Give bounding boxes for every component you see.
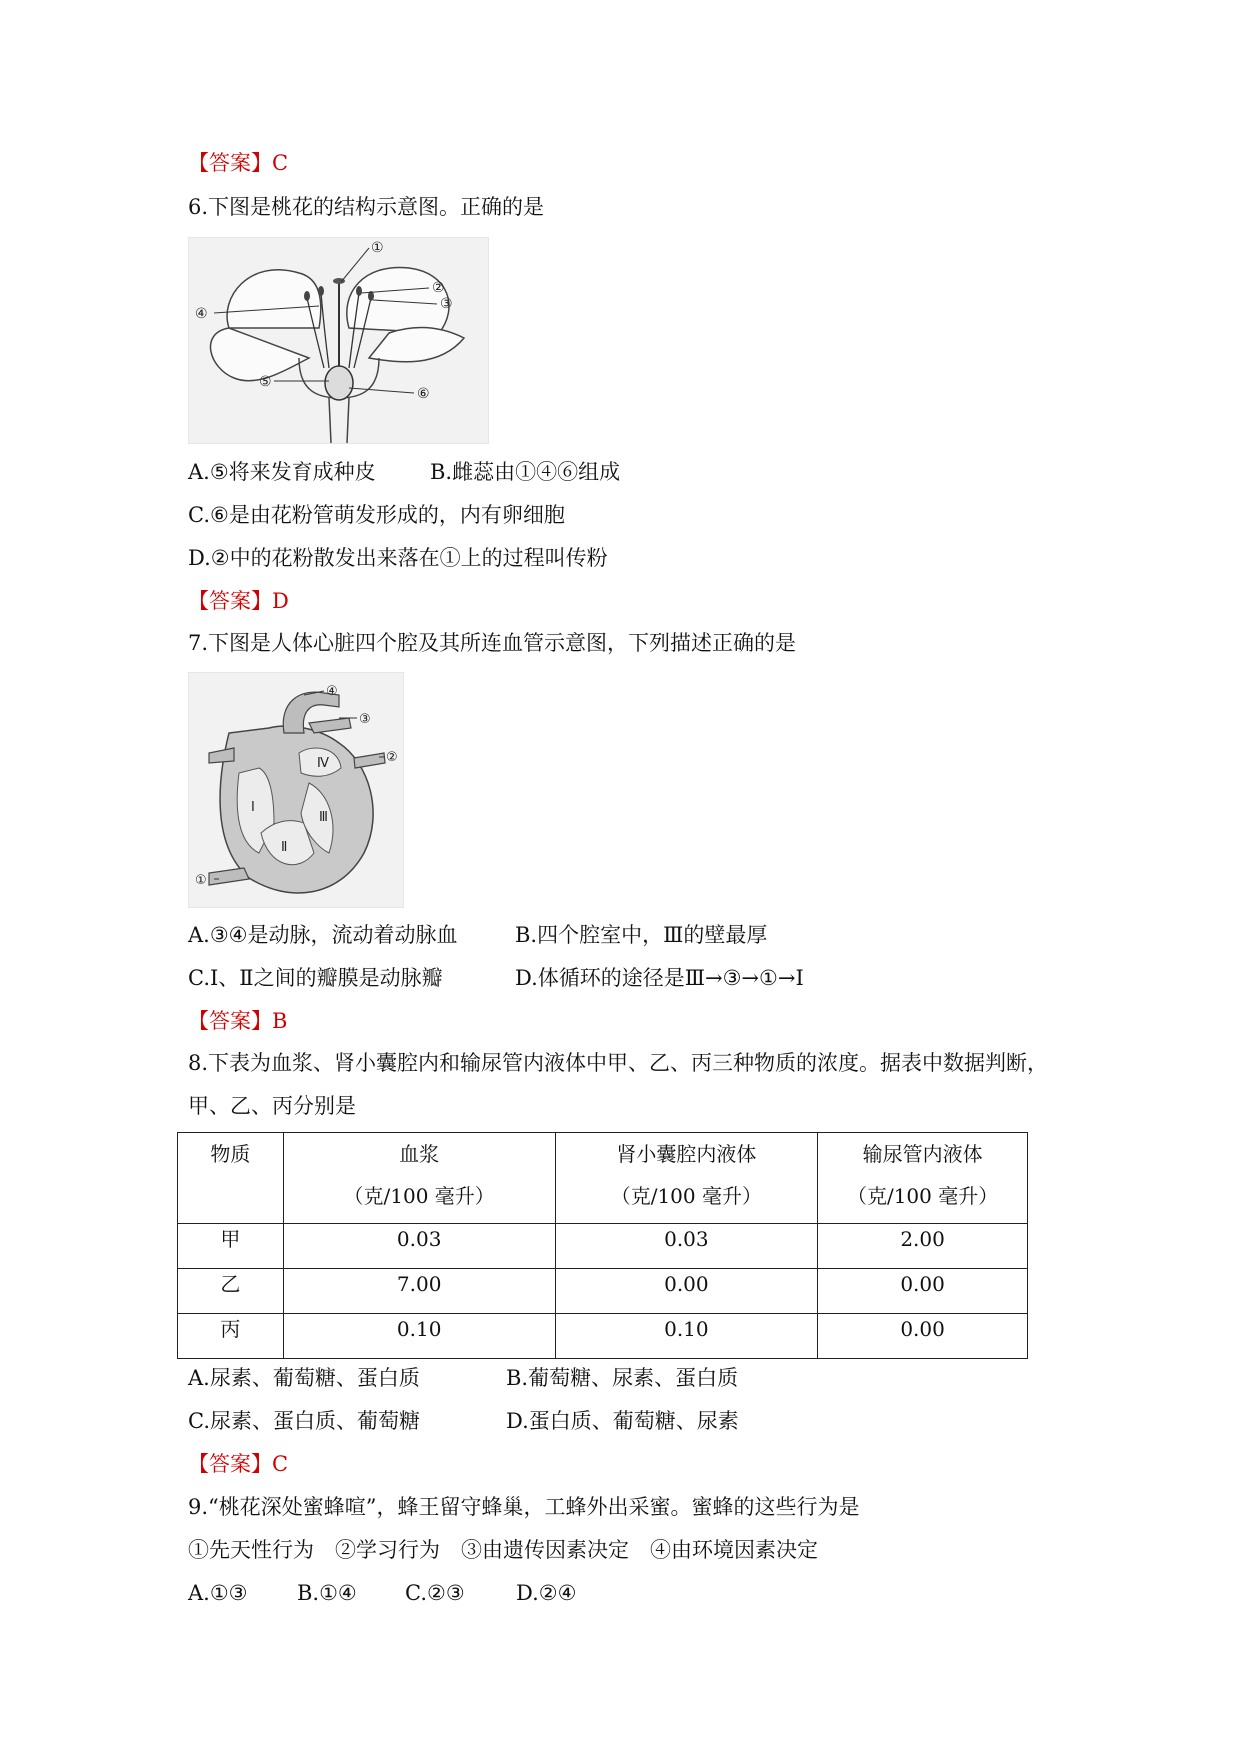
flower-label-4: ④	[195, 306, 208, 322]
peach-flower-diagram	[189, 238, 488, 443]
option-b[interactable]: B.雌蕊由①④⑥组成	[430, 460, 621, 484]
question-7-stem: 7.下图是人体心脏四个腔及其所连血管示意图，下列描述正确的是	[188, 631, 797, 655]
option-d[interactable]: D.蛋白质、葡萄糖、尿素	[506, 1409, 739, 1433]
chamber-label-iv: Ⅳ	[317, 756, 329, 771]
table-cell: 0.00	[555, 1269, 818, 1314]
table-cell: 乙	[178, 1269, 284, 1314]
option-a[interactable]: A.①③	[188, 1581, 248, 1605]
option-b[interactable]: B.四个腔室中，Ⅲ的壁最厚	[515, 923, 768, 947]
table-header-cell: 血浆 （克/100 毫升）	[283, 1133, 555, 1224]
answer-q5	[188, 153, 288, 174]
flower-label-3: ③	[440, 296, 453, 312]
answer-q6	[188, 591, 289, 612]
question-9-options	[188, 1583, 576, 1604]
heart-label-1: ①	[195, 873, 207, 888]
question-8-stem-line2: 甲、乙、丙分别是	[188, 1094, 356, 1118]
question-6-options-row1	[188, 462, 620, 483]
concentration-table	[177, 1132, 1028, 1359]
table-row	[178, 1269, 1028, 1314]
flower-label-2: ②	[432, 280, 445, 296]
answer-value: C	[272, 151, 289, 175]
table-cell: 0.00	[818, 1314, 1028, 1359]
question-6-stem: 6.下图是桃花的结构示意图。正确的是	[188, 195, 545, 219]
option-a[interactable]: A.⑤将来发育成种皮	[188, 460, 376, 484]
chamber-label-ii: Ⅱ	[281, 840, 288, 855]
table-row	[178, 1314, 1028, 1359]
answer-label: 【答案】	[188, 1452, 272, 1476]
question-7-options-row1	[188, 925, 767, 946]
option-b[interactable]: B.葡萄糖、尿素、蛋白质	[506, 1366, 739, 1390]
table-cell: 丙	[178, 1314, 284, 1359]
table-row	[178, 1224, 1028, 1269]
table-cell: 0.03	[555, 1224, 818, 1269]
table-cell: 0.10	[283, 1314, 555, 1359]
option-d[interactable]: D.体循环的途径是Ⅲ→③→①→Ⅰ	[515, 966, 804, 990]
heart-diagram	[189, 673, 403, 907]
table-header-cell: 输尿管内液体 （克/100 毫升）	[818, 1133, 1028, 1224]
question-7-options-row2	[188, 968, 804, 989]
chamber-label-i: Ⅰ	[251, 800, 255, 815]
answer-value: B	[272, 1009, 288, 1033]
peach-flower-figure	[188, 237, 489, 444]
answer-value: C	[272, 1452, 289, 1476]
heart-label-4: ④	[326, 684, 338, 699]
table-cell: 2.00	[818, 1224, 1028, 1269]
flower-label-5: ⑤	[259, 374, 272, 390]
heart-label-2: ②	[386, 750, 398, 765]
option-a[interactable]: A.③④是动脉，流动着动脉血	[188, 923, 458, 947]
table-header-row	[178, 1133, 1028, 1224]
option-a[interactable]: A.尿素、葡萄糖、蛋白质	[188, 1366, 420, 1390]
flower-label-1: ①	[371, 240, 384, 256]
table-header-cell: 物质	[178, 1133, 284, 1224]
table-cell: 甲	[178, 1224, 284, 1269]
table-cell: 0.10	[555, 1314, 818, 1359]
option-c[interactable]: C.②③	[405, 1581, 465, 1605]
table-cell: 0.00	[818, 1269, 1028, 1314]
question-9-items: ①先天性行为 ②学习行为 ③由遗传因素决定 ④由环境因素决定	[188, 1538, 818, 1562]
flower-label-6: ⑥	[417, 386, 430, 402]
table-header-cell: 肾小囊腔内液体 （克/100 毫升）	[555, 1133, 818, 1224]
answer-q8	[188, 1454, 288, 1475]
option-d[interactable]: D.②④	[516, 1581, 577, 1605]
heart-label-3: ③	[359, 712, 371, 727]
option-b[interactable]: B.①④	[297, 1581, 357, 1605]
question-8-stem-line1: 8.下表为血浆、肾小囊腔内和输尿管内液体中甲、乙、丙三种物质的浓度。据表中数据判断，	[188, 1051, 1049, 1075]
option-c[interactable]: C.尿素、蛋白质、葡萄糖	[188, 1409, 420, 1433]
question-8-options-row2	[188, 1411, 739, 1432]
heart-figure	[188, 672, 404, 908]
answer-q7	[188, 1011, 287, 1032]
option-d[interactable]: D.②中的花粉散发出来落在①上的过程叫传粉	[188, 546, 608, 570]
question-8-options-row1	[188, 1368, 738, 1389]
answer-label: 【答案】	[188, 151, 272, 175]
option-c[interactable]: C.⑥是由花粉管萌发形成的，内有卵细胞	[188, 503, 565, 527]
table-cell: 0.03	[283, 1224, 555, 1269]
question-9-stem: 9.“桃花深处蜜蜂喧”，蜂王留守蜂巢，工蜂外出采蜜。蜜蜂的这些行为是	[188, 1495, 860, 1519]
answer-label: 【答案】	[188, 589, 272, 613]
option-c[interactable]: C.Ⅰ、Ⅱ之间的瓣膜是动脉瓣	[188, 966, 443, 990]
answer-label: 【答案】	[188, 1009, 272, 1033]
answer-value: D	[272, 589, 289, 613]
table-cell: 7.00	[283, 1269, 555, 1314]
chamber-label-iii: Ⅲ	[319, 810, 328, 825]
